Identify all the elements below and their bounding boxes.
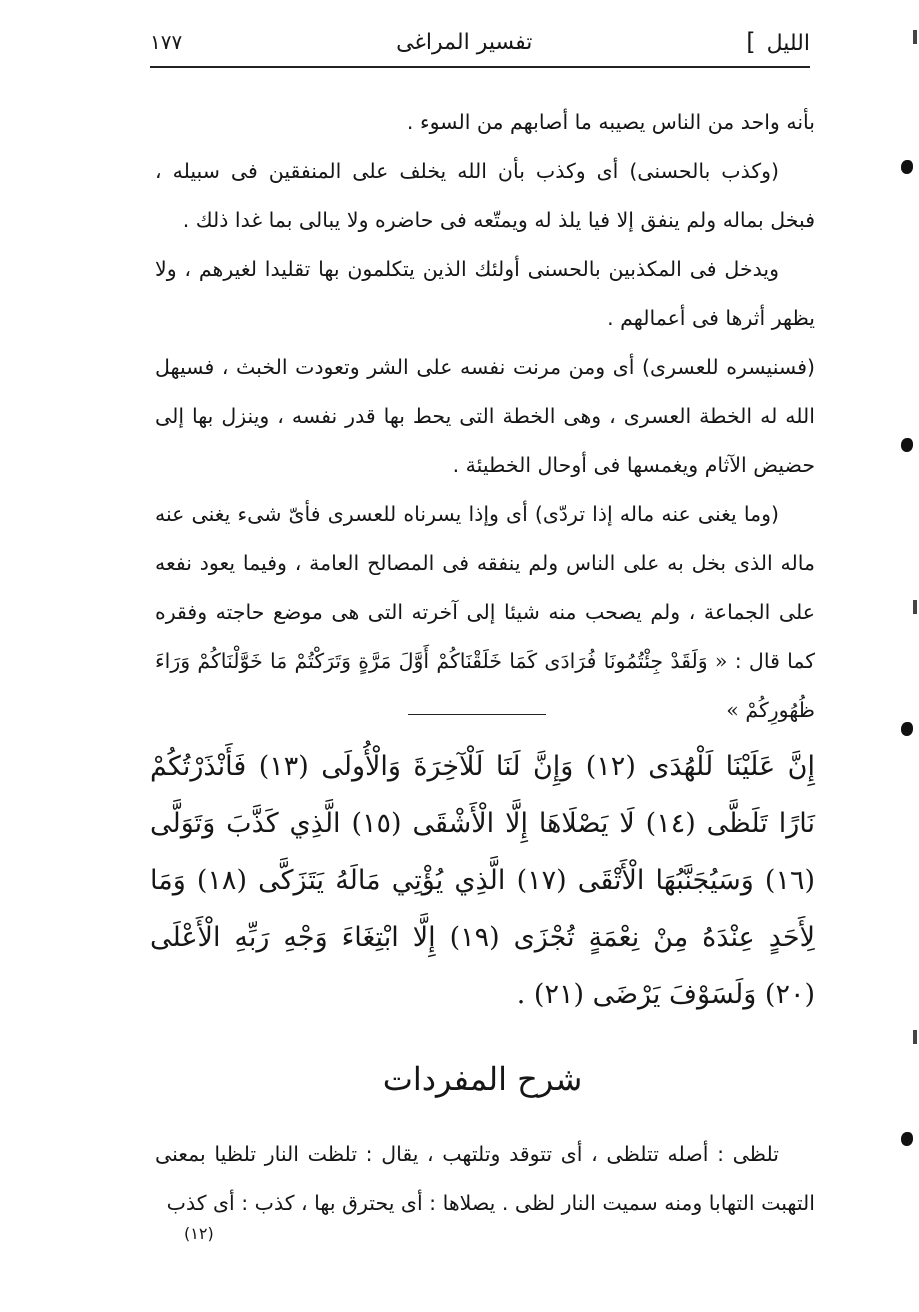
inline-quran-quote: « وَلَقَدْ جِئْتُمُونَا فُرَادَى كَمَا خَلَقْنَاكُمْ أَوَّلَ مَرَّةٍ وَتَرَكْتُمْ مَا خَوَّلْنَاكُمْ وَرَاءَ ظُهُورِكُمْ »	[155, 649, 815, 722]
quran-verses: إِنَّ عَلَيْنَا لَلْهُدَى (١٢) وَإِنَّ لَنَا لَلْآخِرَةَ وَالْأُولَى (١٣) فَأَنْذَرْتُكُمْ نَارًا تَلَظَّى (١٤) لَا يَصْلَاهَا إِلَّا الْأَشْقَى (١٥) الَّذِي كَذَّبَ وَتَوَلَّى (١٦) وَسَيُجَنَّبُهَا الْأَتْقَى (١٧) الَّذِي يُؤْتِي مَالَهُ يَتَزَكَّى (١٨) وَمَا لِأَحَدٍ عِنْدَهُ مِنْ نِعْمَةٍ تُجْزَى (١٩) إِلَّا ابْتِغَاءَ وَجْهِ رَبِّهِ الْأَعْلَى (٢٠) وَلَسَوْفَ يَرْضَى (٢١) .	[150, 751, 815, 1010]
page-number: ١٧٧	[150, 30, 183, 54]
binding-hole-mark	[901, 438, 913, 452]
header-rule	[150, 66, 810, 68]
section-title: شرح المفردات	[382, 1060, 583, 1098]
vocabulary-explanation	[155, 1130, 815, 1228]
paragraph-5	[155, 490, 815, 735]
binding-hole-mark	[901, 1132, 913, 1146]
paragraph-1: بأنه واحد من الناس يصيبه ما أصابهم من السوء .	[406, 110, 815, 134]
signature-mark: (١٢)	[184, 1224, 214, 1243]
header-bracket: ]	[746, 28, 756, 56]
paragraph-2: (وكذب بالحسنى) أى وكذب بأن الله يخلف على المنفقين فى سبيله ، فبخل بماله ولم ينفق إلا فيا يلذ له ويمتّعه فى حاضره ولا يبالى بما غدا ذلك .	[155, 159, 815, 232]
paragraph-4: (فسنيسره للعسرى) أى ومن مرنت نفسه على الشر وتعودت الخبث ، فسيهل الله له الخطة العسرى ، وهى الخطة التى يحط بها قدر نفسه ، وينزل بها إلى حضيض الآثام ويغمسها فى أوحال الخطيئة .	[155, 355, 815, 477]
commentary-top	[155, 98, 815, 735]
running-header	[150, 22, 810, 62]
book-title: تفسير المراغى	[396, 29, 533, 55]
vocabulary-paragraph: تلظى : أصله تتلظى ، أى تتوقد وتلتهب ، يقال : تلظت النار تلظيا بمعنى التهبت التهابا ومنه سميت النار لظى . يصلاها : أى يحترق بها ، كذب : أى كذب	[155, 1142, 815, 1215]
paragraph-3: ويدخل فى المكذبين بالحسنى أولئك الذين يتكلمون بها تقليدا لغيرهم ، ولا يظهر أثرها فى أعمالهم .	[155, 257, 815, 330]
paragraph-5-text: (وما يغنى عنه ماله إذا تردّى) أى وإذا يسرناه للعسرى فأىّ شىء يغنى عنه ماله الذى بخل به على الناس ولم ينفقه فى المصالح العامة ، وفيما يعود نفعه على الجماعة ، ولم يصحب منه شيئا إلى آخرته التى هى موضع حاجته وفقره كما قال :	[155, 502, 815, 673]
binding-hole-mark	[901, 160, 913, 174]
section-divider	[408, 714, 546, 715]
surah-name	[746, 28, 810, 56]
edge-mark	[913, 30, 917, 44]
surah-name-text: الليل	[766, 31, 810, 56]
edge-mark	[913, 600, 917, 614]
binding-hole-mark	[901, 722, 913, 736]
edge-mark	[913, 1030, 917, 1044]
